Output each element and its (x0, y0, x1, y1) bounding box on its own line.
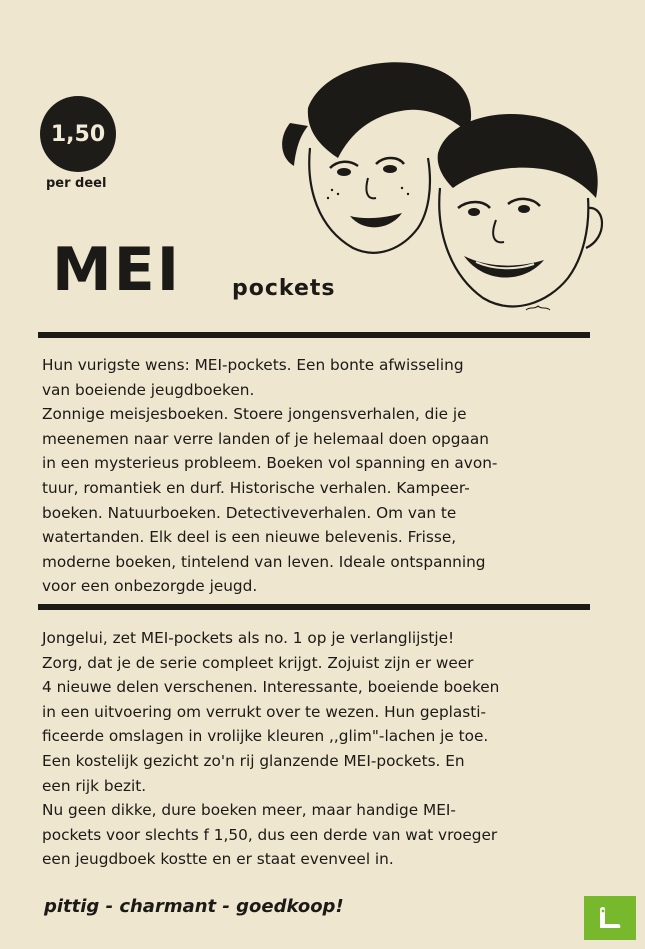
body-paragraph-1 (42, 353, 587, 599)
text-line: Nu geen dikke, dure boeken meer, maar handige MEI- (42, 801, 456, 820)
text-line: ficeerde omslagen in vrolijke kleuren ,,glim"-lachen je toe. (42, 727, 489, 746)
text-line: een rijk bezit. (42, 776, 147, 795)
text-line: watertanden. Elk deel is een nieuwe belevenis. Frisse, (42, 528, 457, 547)
slogan: pittig - charmant - goedkoop! (44, 896, 344, 917)
text-line: in een uitvoering om verrukt over te wezen. Hun geplasti- (42, 702, 487, 721)
text-line: in een mysterieus probleem. Boeken vol spanning en avon- (42, 454, 498, 473)
text-line: boeken. Natuurboeken. Detectiveverhalen. Om van te (42, 503, 457, 522)
text-line: Zonnige meisjesboeken. Stoere jongensverhalen, die je (42, 405, 467, 424)
price-amount: 1,50 (50, 121, 106, 147)
brand-subtitle: pockets (232, 276, 336, 301)
text-line: Hun vurigste wens: MEI-pockets. Een bonte afwisseling (42, 356, 464, 374)
text-line: tuur, romantiek en durf. Historische verhalen. Kampeer- (42, 478, 470, 497)
bird-icon (594, 902, 626, 934)
text-line: Een kostelijk gezicht zo'n rij glanzende MEI-pockets. En (42, 751, 465, 770)
text-line: een jeugdboek kostte en er staat evenveel in. (42, 850, 394, 869)
body-paragraph-2 (42, 626, 587, 872)
text-line: meenemen naar verre landen of je helemaal doen opgaan (42, 429, 489, 448)
text-line: voor een onbezorgde jeugd. (42, 577, 258, 596)
text-line: 4 nieuwe delen verschenen. Interessante, boeiende boeken (42, 678, 500, 697)
divider-rule-top (38, 332, 590, 338)
divider-rule-middle (38, 604, 590, 610)
text-line: moderne boeken, tintelend van leven. Ideale ontspanning (42, 552, 486, 571)
price-badge (40, 96, 116, 172)
lastdodo-logo-icon (584, 896, 636, 940)
text-line: Zorg, dat je de serie compleet krijgt. Zojuist zijn er weer (42, 653, 474, 672)
brand-name: MEI (52, 235, 182, 305)
text-line: van boeiende jeugdboeken. (42, 380, 255, 399)
text-line: Jongelui, zet MEI-pockets als no. 1 op je verlanglijstje! (42, 629, 455, 647)
price-unit: per deel (46, 176, 107, 191)
text-line: pockets voor slechts f 1,50, dus een derde van wat vroeger (42, 825, 498, 844)
